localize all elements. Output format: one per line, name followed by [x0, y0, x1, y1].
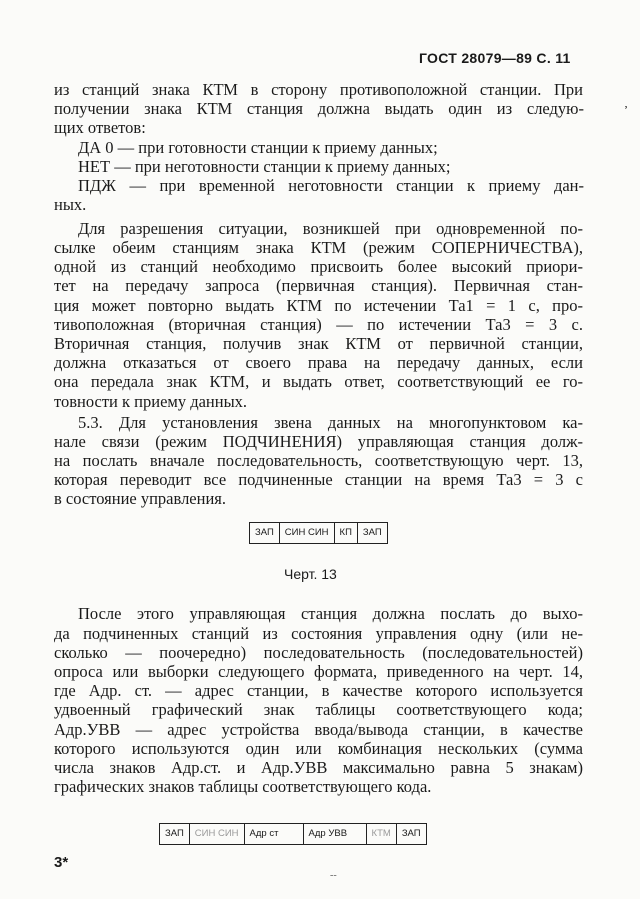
paragraph-line: сколько — поочередно) последовательность (последовательностей) — [54, 643, 583, 662]
paragraph-line: числа знаков Адр.ст. и Адр.УВВ максимально равна 5 знакам) — [54, 758, 583, 777]
paragraph-line: где Адр. ст. — адрес станции, в качестве которого используется — [54, 681, 583, 700]
frame-cell: СИН СИН — [280, 523, 335, 543]
paragraph-line: которого используются один или комбинация нескольких (сумма — [54, 739, 583, 758]
paragraph-line: получении знака КТМ станция должна выдать один из следую- — [54, 99, 584, 118]
bottom-mark: -- — [330, 870, 337, 881]
page-header: ГОСТ 28079—89 С. 11 — [419, 50, 571, 66]
frame-cell: КТМ — [367, 824, 397, 844]
paragraph-line: да подчиненных станций из состояния управления одну (или не- — [54, 624, 583, 643]
paragraph-line: одной из станций необходимо присвоить более высокий приори- — [54, 257, 583, 276]
figure-14-frame — [159, 823, 427, 845]
frame-cell: ЗАП — [362, 527, 382, 538]
paragraph-line: ция может повторно выдать КТМ по истечении Та1 = 1 с, про- — [54, 296, 583, 315]
paragraph-line: После этого управляющая станция должна послать до выхо- — [78, 604, 583, 623]
paragraph-line: ных. — [54, 195, 87, 214]
paragraph-line: щих ответов: — [54, 118, 146, 137]
paragraph-line: Вторичная станция, получив знак КТМ от первичной станции, — [54, 334, 583, 353]
frame-cell: Адр ст — [245, 824, 304, 844]
paragraph-line: 5.3. Для установления звена данных на многопунктовом ка- — [78, 413, 583, 432]
paragraph-line: удвоенный графический знак таблицы соответствующего кода; — [54, 700, 583, 719]
figure-13-caption: Черт. 13 — [284, 566, 337, 582]
frame-cell: КП — [335, 523, 358, 543]
figure-13-frame — [249, 522, 388, 544]
paragraph-line: она передала знак КТМ, и выдать ответ, соответствующий ее го- — [54, 372, 583, 391]
frame-cell: ЗАП — [160, 824, 190, 844]
paragraph-line: тивоположная (вторичная станция) — по истечении Та3 = 3 с. — [54, 315, 583, 334]
paragraph-line: опроса или выборки следующего формата, приведенного на черт. 14, — [54, 662, 583, 681]
frame-cell: Адр УВВ — [304, 824, 367, 844]
paragraph-line: Адр.УВВ — адрес устройства ввода/вывода станции, в качестве — [54, 720, 583, 739]
paragraph-line: в состояние управления. — [54, 489, 227, 508]
paragraph-line: графических знаков таблицы соответствующего кода. — [54, 777, 432, 796]
paragraph-line: НЕТ — при неготовности станции к приему данных; — [78, 157, 451, 176]
paragraph-line: сылке обеим станциям знака КТМ (режим СОПЕРНИЧЕСТВА), — [54, 238, 583, 257]
frame-cell: СИН СИН — [190, 824, 245, 844]
paragraph-line: которая переводит все подчиненные станции на время Та3 = 3 с — [54, 470, 583, 489]
paragraph-line: ДА 0 — при готовности станции к приему данных; — [78, 138, 438, 157]
paragraph-line: на послать вначале последовательность, соответствующую черт. 13, — [54, 451, 583, 470]
paragraph-line: Для разрешения ситуации, возникшей при одновременной по- — [78, 219, 583, 238]
side-mark: ‚ — [624, 96, 628, 110]
paragraph-line: должна отказаться от своего права на передачу данных, если — [54, 353, 583, 372]
frame-cell: ЗАП — [250, 523, 280, 543]
paragraph-line: тет на передачу запроса (первичная станция). Первичная стан- — [54, 276, 583, 295]
page-marker: 3* — [54, 854, 69, 871]
frame-cell: ЗАП — [401, 828, 421, 839]
paragraph-line: товности к приему данных. — [54, 392, 248, 411]
paragraph-line: из станций знака КТМ в сторону противоположной станции. При — [54, 80, 583, 99]
paragraph-line: ПДЖ — при временной неготовности станции к приему дан- — [78, 176, 584, 195]
paragraph-line: нале связи (режим ПОДЧИНЕНИЯ) управляющая станция долж- — [54, 432, 583, 451]
